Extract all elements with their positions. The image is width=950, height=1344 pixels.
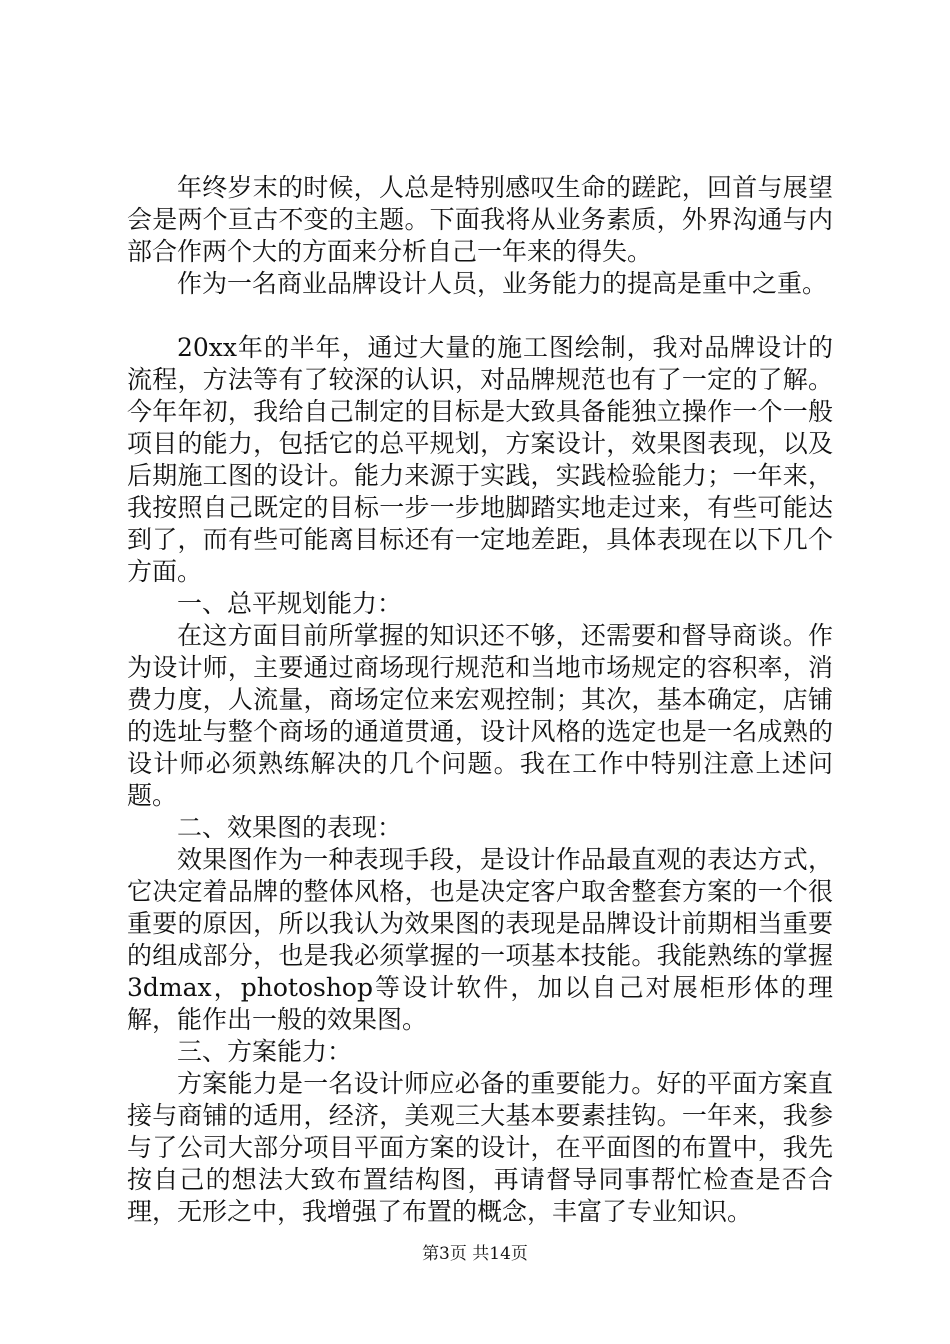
section-heading-scheme: 三、方案能力： [177, 1037, 353, 1066]
page-number-footer: 第3页 共14页 [422, 1244, 528, 1264]
document-body [127, 172, 833, 1228]
paragraph-rendering: 效果图作为一种表现手段，是设计作品最直观的表达方式，它决定着品牌的整体风格，也是决定客户取舍整套方案的一个很重要的原因，所以我认为效果图的表现是品牌设计前期相当重要的组成部分，也是我必须掌握的一项基本技能。我能熟练的掌握3dmax，photoshop等设计软件，加以自己对展柜形体的理解，能作出一般的效果图。 [127, 845, 833, 1034]
paragraph-scheme: 方案能力是一名设计师应必备的重要能力。好的平面方案直接与商铺的适用，经济，美观三大基本要素挂钩。一年来，我参与了公司大部分项目平面方案的设计，在平面图的布置中，我先按自己的想法大致布置结构图，再请督导同事帮忙检查是否合理，无形之中，我增强了布置的概念，丰富了专业知识。 [127, 1069, 833, 1226]
section-heading-rendering: 二、效果图的表现： [177, 813, 403, 842]
paragraph-intro: 年终岁末的时候，人总是特别感叹生命的蹉跎，回首与展望会是两个亘古不变的主题。下面我将从业务素质，外界沟通与内部合作两个大的方面来分析自己一年来的得失。 [127, 173, 833, 266]
section-heading-master-planning: 一、总平规划能力： [177, 589, 403, 618]
paragraph-half-year-review: 20xx年的半年，通过大量的施工图绘制，我对品牌设计的流程，方法等有了较深的认识，对品牌规范也有了一定的了解。今年年初，我给自己制定的目标是大致具备能独立操作一个一般项目的能力，包括它的总平规划，方案设计，效果图表现，以及后期施工图的设计。能力来源于实践，实践检验能力；一年来，我按照自己既定的目标一步一步地脚踏实地走过来，有些可能达到了，而有些可能离目标还有一定地差距，具体表现在以下几个方面。 [127, 333, 833, 586]
paragraph-master-planning: 在这方面目前所掌握的知识还不够，还需要和督导商谈。作为设计师，主要通过商场现行规范和当地市场规定的容积率，消费力度，人流量，商场定位来宏观控制；其次，基本确定，店铺的选址与整个商场的通道贯通，设计风格的选定也是一名成熟的设计师必须熟练解决的几个问题。我在工作中特别注意上述问题。 [127, 621, 833, 810]
paragraph-business-ability: 作为一名商业品牌设计人员，业务能力的提高是重中之重。 [177, 269, 828, 298]
